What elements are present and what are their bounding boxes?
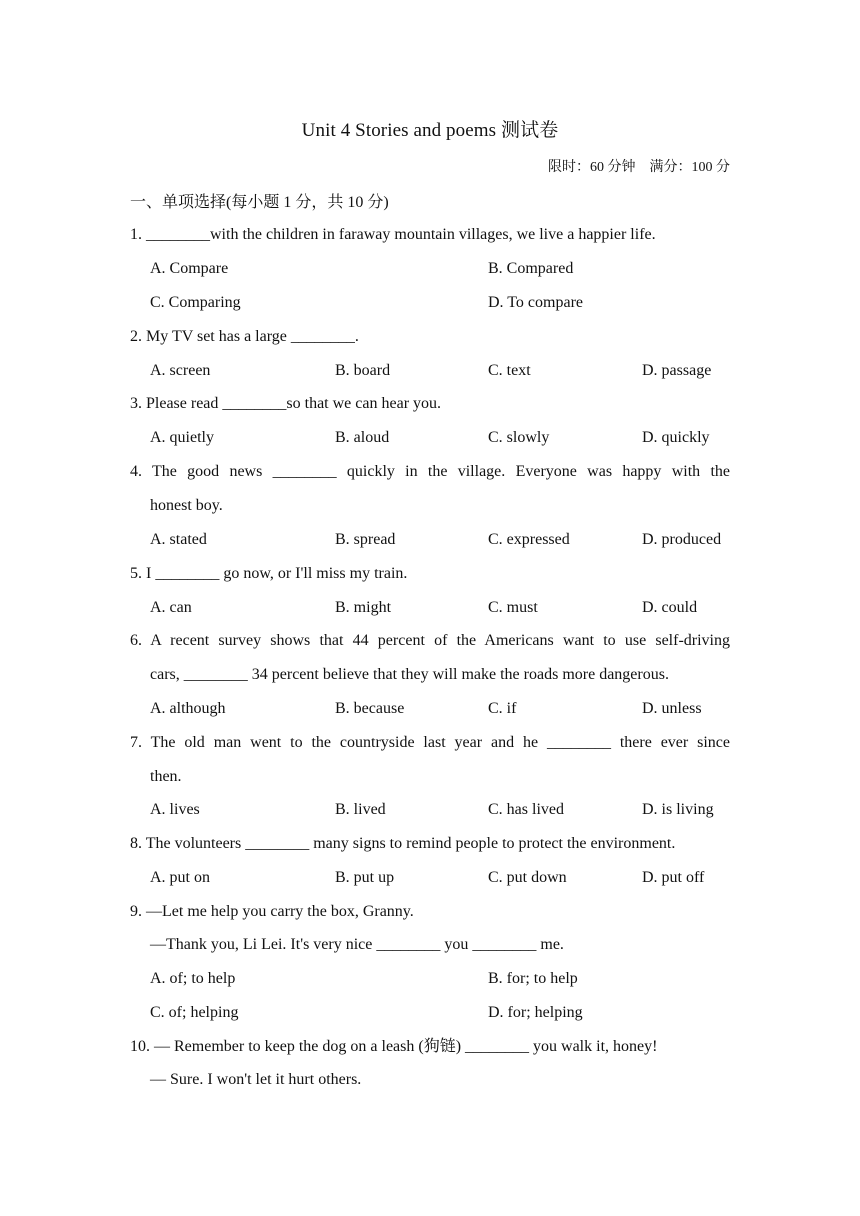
question-4-stem-line-1: 4. The good news ________ quickly in the village. Everyone was happy with the bbox=[130, 463, 730, 480]
question-6-stem-line-2: cars, ________ 34 percent believe that they will make the roads more dangerous. bbox=[150, 666, 669, 683]
question-4-option-a: A. stated bbox=[150, 531, 207, 548]
question-3-option-d: D. quickly bbox=[642, 429, 710, 446]
question-2-option-c: C. text bbox=[488, 362, 531, 379]
question-9-stem-line-1: 9. —Let me help you carry the box, Granny. bbox=[130, 903, 414, 920]
question-3-option-c: C. slowly bbox=[488, 429, 550, 446]
question-2-option-b: B. board bbox=[335, 362, 391, 379]
question-6-option-c: C. if bbox=[488, 700, 517, 717]
page-title: Unit 4 Stories and poems 测试卷 bbox=[301, 120, 559, 141]
question-8-option-c: C. put down bbox=[488, 869, 567, 886]
question-4-option-c: C. expressed bbox=[488, 531, 570, 548]
question-5-option-b: B. might bbox=[335, 599, 392, 616]
question-1-option-d: D. To compare bbox=[488, 294, 583, 311]
question-7-stem-line-2: then. bbox=[150, 768, 182, 785]
question-4-option-d: D. produced bbox=[642, 531, 722, 548]
question-2-option-d: D. passage bbox=[642, 362, 712, 379]
question-7-option-b: B. lived bbox=[335, 801, 386, 818]
question-1-stem: 1. ________with the children in faraway mountain villages, we live a happier life. bbox=[130, 226, 656, 243]
section-heading: 一、单项选择(每小题 1 分，共 10 分) bbox=[130, 194, 389, 211]
question-3-option-a: A. quietly bbox=[150, 429, 214, 446]
question-8-option-a: A. put on bbox=[150, 869, 210, 886]
question-3-stem: 3. Please read ________so that we can hear you. bbox=[130, 395, 442, 412]
question-8-stem: 8. The volunteers ________ many signs to remind people to protect the environment. bbox=[130, 835, 676, 852]
question-9-stem-line-2: —Thank you, Li Lei. It's very nice ________ you ________ me. bbox=[150, 936, 564, 953]
question-7-option-c: C. has lived bbox=[488, 801, 564, 818]
question-8-option-b: B. put up bbox=[335, 869, 395, 886]
question-7-option-a: A. lives bbox=[150, 801, 200, 818]
question-9-option-d: D. for; helping bbox=[488, 1004, 583, 1021]
question-6-option-b: B. because bbox=[335, 700, 405, 717]
question-9-option-c: C. of; helping bbox=[150, 1004, 239, 1021]
question-5-stem: 5. I ________ go now, or I'll miss my train. bbox=[130, 565, 408, 582]
question-6-option-d: D. unless bbox=[642, 700, 702, 717]
question-9-option-a: A. of; to help bbox=[150, 970, 236, 987]
question-10-stem-line-1: 10. — Remember to keep the dog on a leash (狗链) ________ you walk it, honey! bbox=[130, 1038, 658, 1055]
question-1-option-c: C. Comparing bbox=[150, 294, 241, 311]
question-1-option-b: B. Compared bbox=[488, 260, 574, 277]
question-2-stem: 2. My TV set has a large ________. bbox=[130, 328, 359, 345]
question-10-stem-line-2: — Sure. I won't let it hurt others. bbox=[150, 1071, 362, 1088]
question-4-option-b: B. spread bbox=[335, 531, 396, 548]
question-2-option-a: A. screen bbox=[150, 362, 211, 379]
question-1-option-a: A. Compare bbox=[150, 260, 229, 277]
question-6-option-a: A. although bbox=[150, 700, 226, 717]
question-7-option-d: D. is living bbox=[642, 801, 714, 818]
question-4-stem-line-2: honest boy. bbox=[150, 497, 223, 514]
question-6-stem-line-1: 6. A recent survey shows that 44 percent of the Americans want to use self-driving bbox=[130, 632, 730, 649]
question-7-stem-line-1: 7. The old man went to the countryside last year and he ________ there ever since bbox=[130, 734, 730, 751]
question-8-option-d: D. put off bbox=[642, 869, 705, 886]
time-score-info: 限时：60 分钟 满分：100 分 bbox=[548, 160, 730, 175]
question-5-option-a: A. can bbox=[150, 599, 192, 616]
question-3-option-b: B. aloud bbox=[335, 429, 390, 446]
question-5-option-c: C. must bbox=[488, 599, 538, 616]
question-5-option-d: D. could bbox=[642, 599, 698, 616]
question-9-option-b: B. for; to help bbox=[488, 970, 578, 987]
